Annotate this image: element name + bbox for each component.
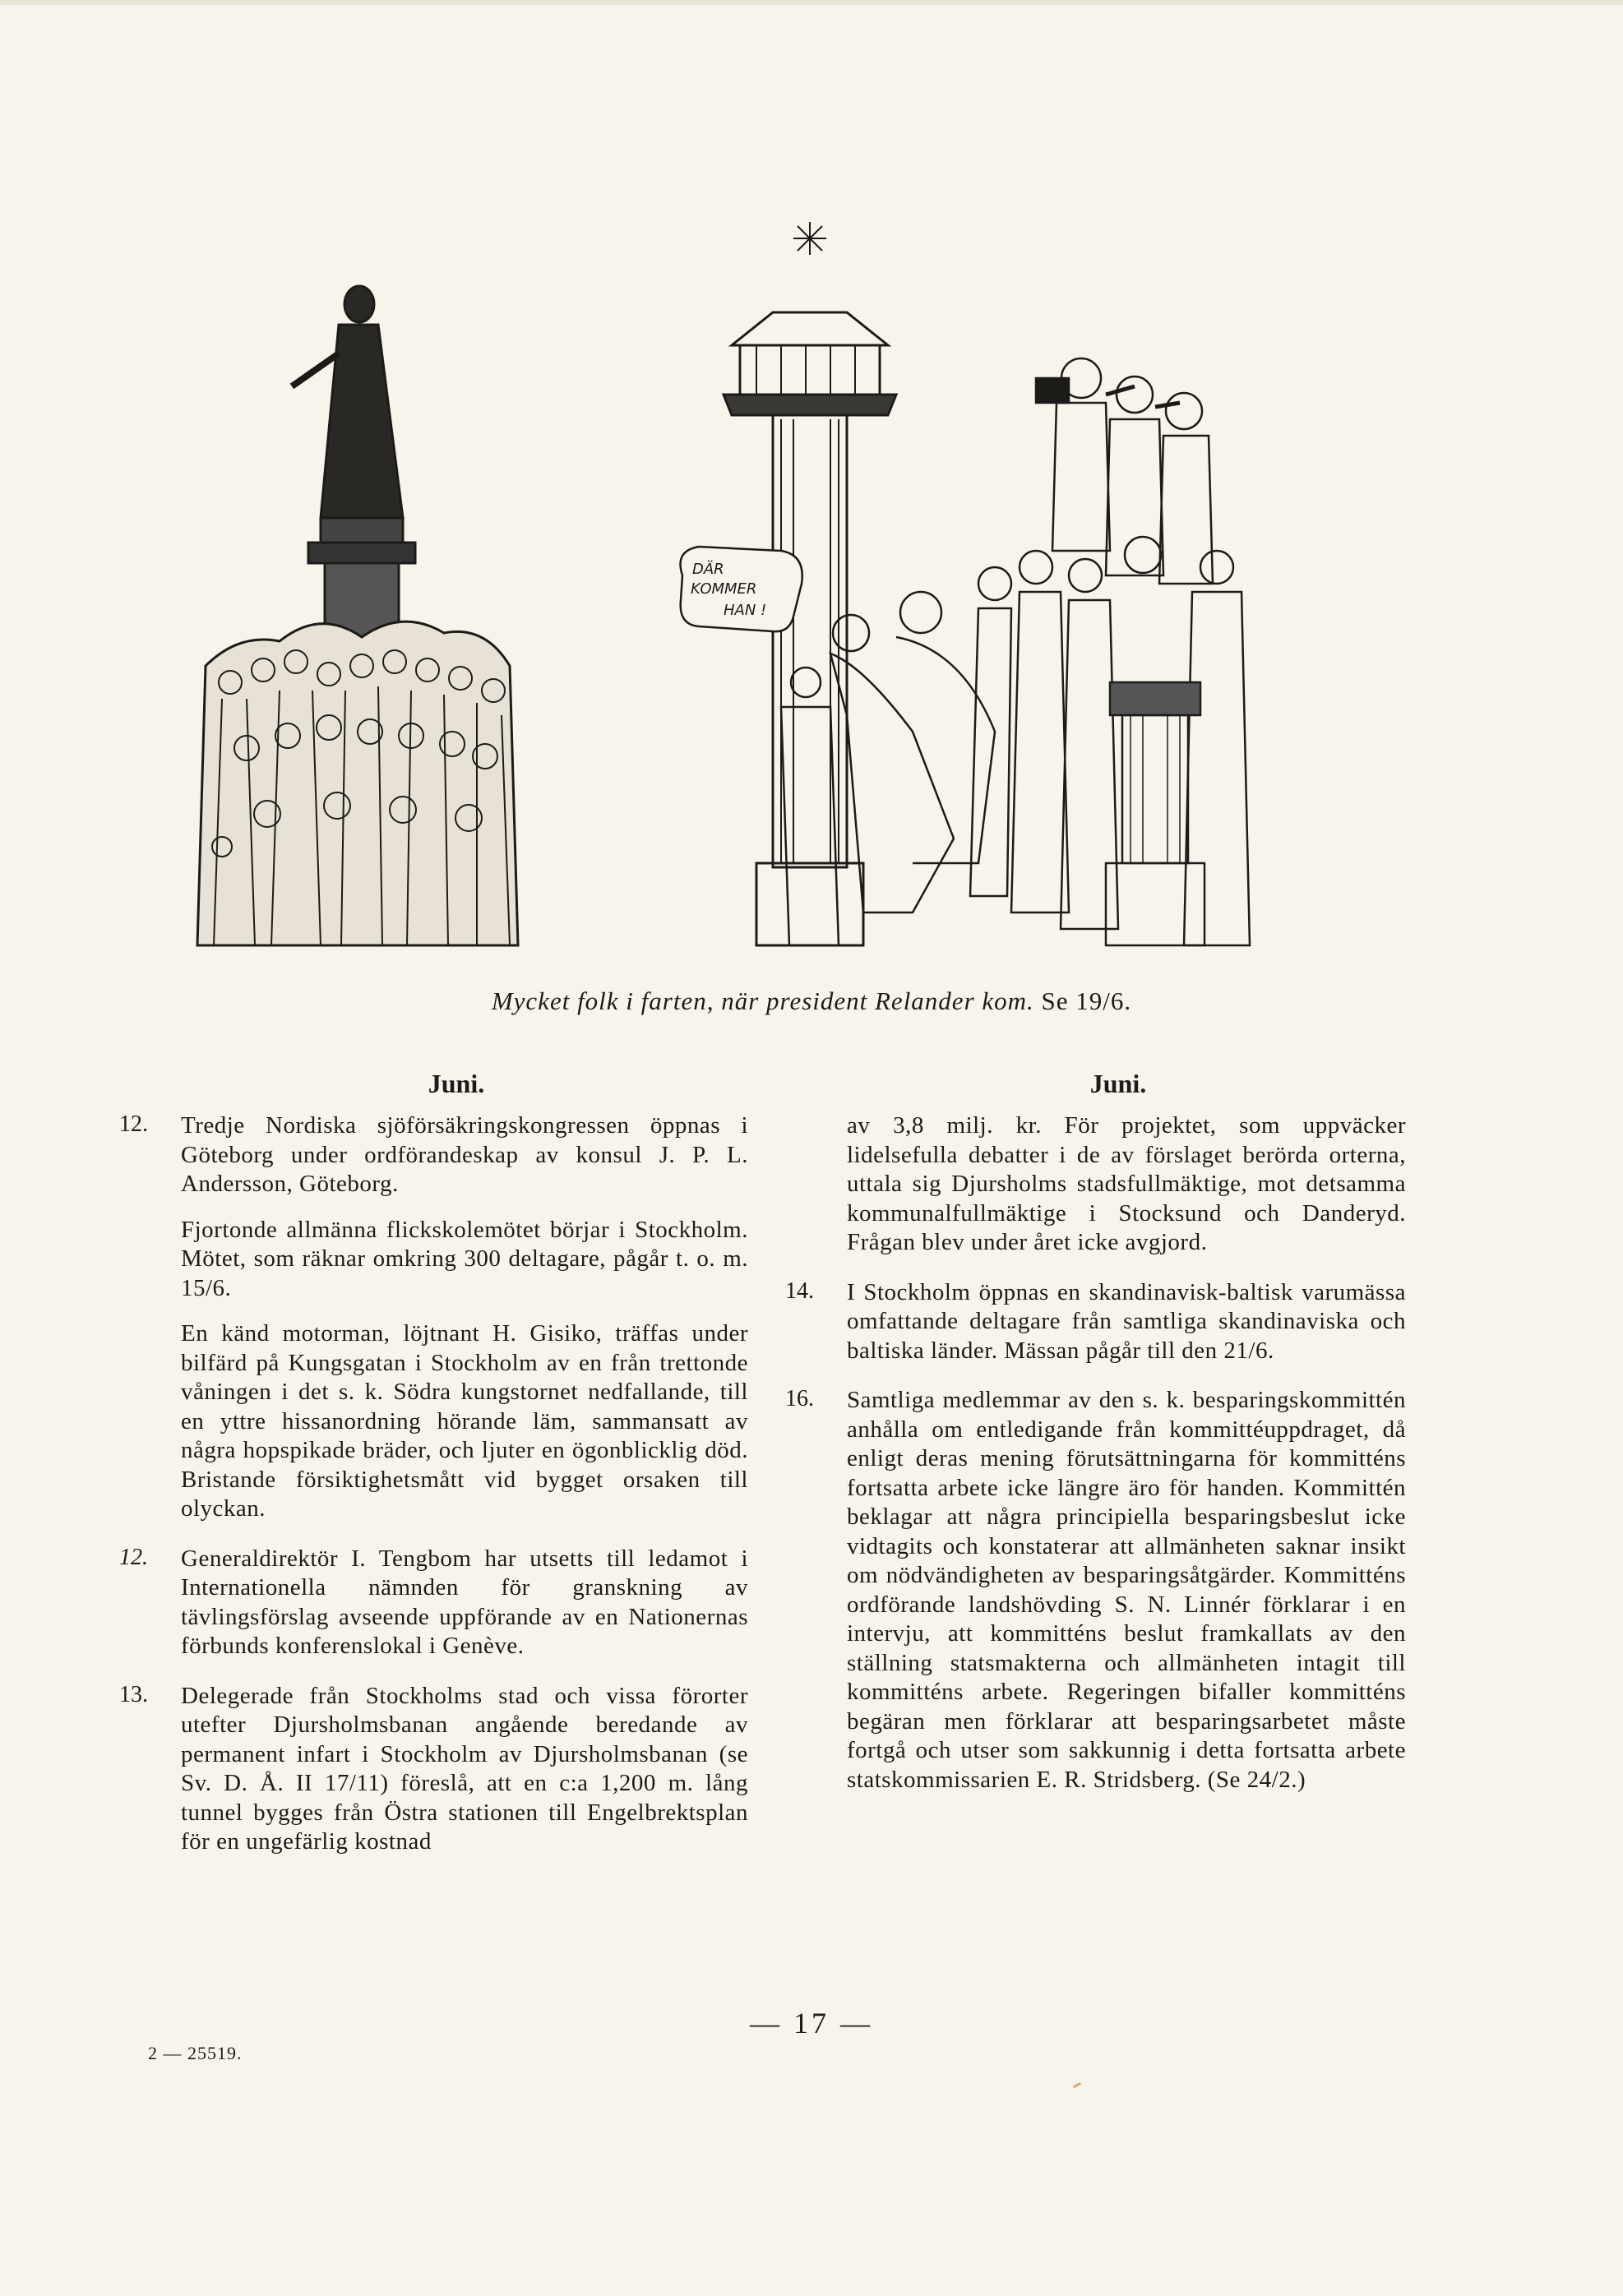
pedestal-crowd	[970, 537, 1250, 945]
entry-june-13	[119, 1681, 748, 1857]
entry-paragraph: Generaldirektör I. Tengbom har utsetts till ledamot i Internationella nämnden för granskning av tävlingsförslag avseende uppförande av en Nationernas förbunds konferenslokal i Genève.	[181, 1545, 748, 1659]
entry-paragraph: En känd motorman, löjtnant H. Gisiko, träffas under bilfärd på Kungsgatan i Stockholm av en från trettonde våningen i det s. k. Södra kungstornet nedfallande, till en yttre hissanordning hörande läm, sammansatt av några hopspikade bräder, och ljuter en ögonblicklig död. Bristande försiktighetsmått vid bygget orsaken till olyckan.	[181, 1320, 748, 1522]
right-column	[785, 1069, 1406, 1815]
entry-date: 13.	[119, 1681, 148, 1707]
svg-text:KOMMER: KOMMER	[691, 580, 757, 598]
entry-june-14	[785, 1277, 1406, 1366]
entry-continuation	[830, 1111, 1406, 1258]
page-top-edge	[0, 0, 1623, 5]
svg-text:HAN !: HAN !	[724, 602, 767, 619]
caption-text: Mycket folk i farten, när president Relander kom.	[491, 986, 1034, 1015]
entry-paragraph: Samtliga medlemmar av den s. k. besparingskommittén anhålla om entledigande från kommittéuppdraget, då enligt deras mening förutsättningarna för kommitténs fortsatta arbete icke längre äro för handen. Kommittén beklagar att några principiella besparingsbeslut icke vidtagits och konstaterar att allmänheten saknar insikt om nödvändigheten av besparingsåtgärder. Kommitténs ordförande landshövding S. N. Linnér förklarar i en intervju, att kommitténs beslut framkallats av den ställning statsmakterna och allmänheten intagit till kommitténs arbete. Regeringen bifaller kommitténs begäran men förklarar att besparingsarbetet måste fortgå och utser som sakkunnig i detta fortsatta arbete statskommissarien E. R. Stridsberg. (Se 24/2.)	[847, 1387, 1406, 1793]
entry-paragraph: Tredje Nordiska sjöförsäkringskongressen öppnas i Göteborg under ordförandeskap av konsul J. P. L. Andersson, Göteborg.	[181, 1112, 748, 1197]
left-column	[119, 1069, 748, 1878]
entry-date: 12.	[119, 1544, 148, 1570]
entry-june-16	[785, 1386, 1406, 1795]
entry-june-12	[119, 1111, 748, 1524]
speech-bubble	[681, 547, 802, 631]
entry-date: 14.	[785, 1277, 814, 1304]
page-number: — 17 —	[750, 2007, 873, 2040]
entry-paragraph: Fjortonde allmänna flickskolemötet börjar i Stockholm. Mötet, som räknar omkring 300 deltagare, pågår t. o. m. 15/6.	[181, 1216, 748, 1301]
entry-paragraph: I Stockholm öppnas en skandinavisk-baltisk varumässa omfattande deltagare från samtliga skandinaviska och baltiska länder. Mässan pågår till den 21/6.	[847, 1278, 1406, 1364]
left-column-heading: Juni.	[428, 1069, 485, 1098]
right-column-heading: Juni.	[1089, 1069, 1147, 1098]
entry-june-12b	[119, 1544, 748, 1661]
entry-paragraph: Delegerade från Stockholms stad och vissa förorter utefter Djursholmsbanan angående beredande av permanent infart i Stockholm av Djursholmsbanan (se Sv. D. Å. II 17/11) föreslå, att en c:a 1,200 m. lång tunnel bygges från Östra stationen till Engelbrektsplan för en ungefärlig kostnad	[181, 1682, 748, 1855]
ink-mark	[1073, 2082, 1081, 2089]
caption-reference: Se 19/6.	[1041, 986, 1132, 1015]
cartoon-illustration	[123, 222, 1258, 986]
entry-date: 12.	[119, 1111, 148, 1137]
binocular-watchers	[1036, 358, 1213, 584]
entry-date: 16.	[785, 1386, 814, 1411]
svg-text:DÄR: DÄR	[692, 561, 724, 578]
statue-figure	[292, 286, 415, 662]
onlookers	[781, 592, 995, 945]
illustration-caption	[0, 986, 1623, 1016]
print-number: 2 — 25519.	[148, 2043, 243, 2063]
entry-paragraph: av 3,8 milj. kr. För projektet, som uppväcker lidelsefulla debatter i de av förslaget berörda orterna, uttala sig Djursholms stadsfullmäktige, mot detsamma kommunalfullmäktige i Stocksund och Danderyd. Frågan blev under året icke avgjord.	[847, 1112, 1406, 1255]
crowd	[197, 621, 518, 945]
